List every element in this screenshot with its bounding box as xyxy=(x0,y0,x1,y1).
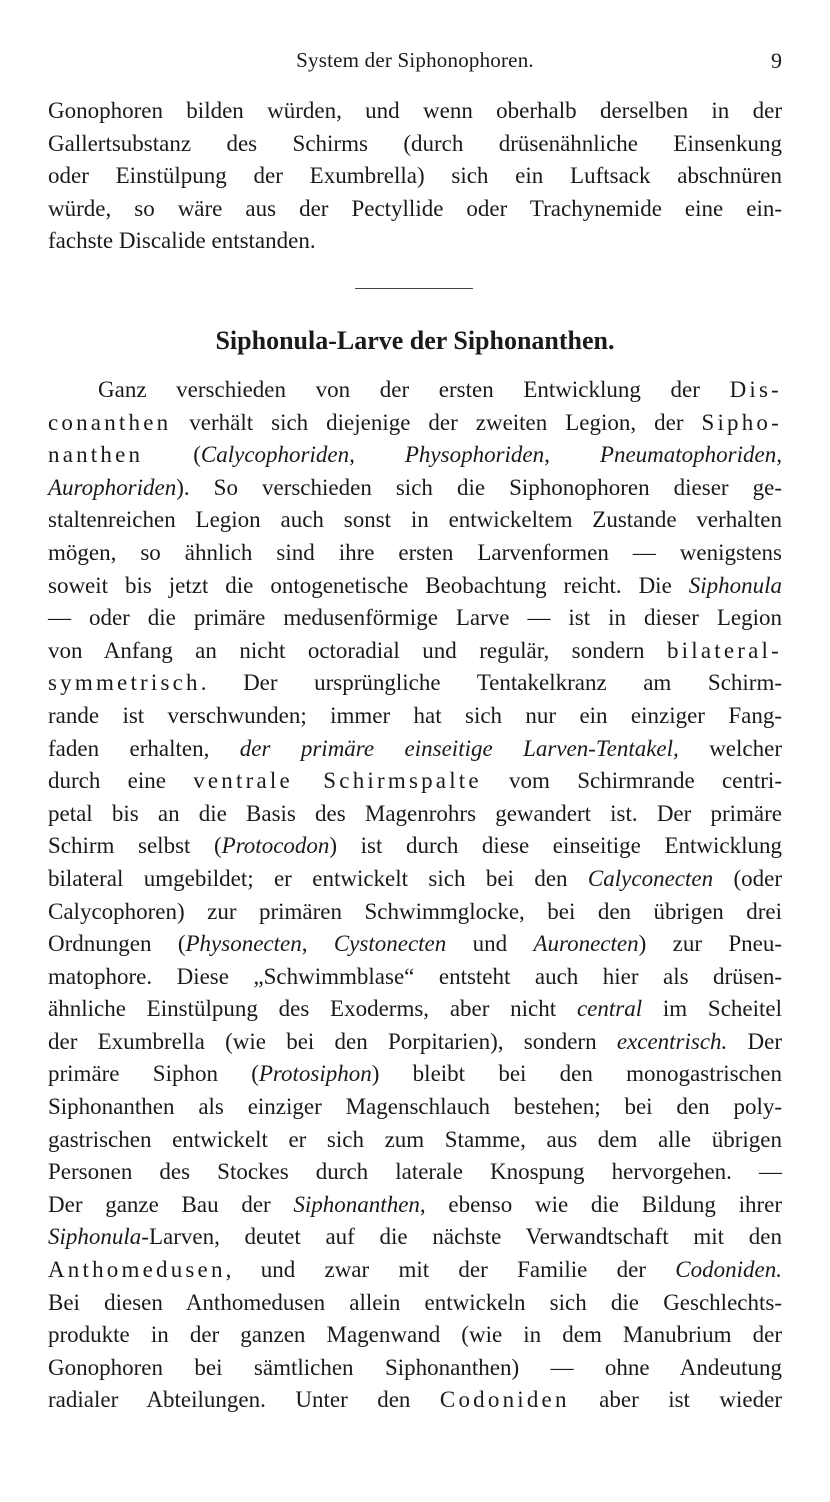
italic-term: Auronecten xyxy=(533,931,639,957)
italic-term: Siphonula xyxy=(48,1224,142,1250)
text-line: matophore. Diese „Schwimmblase“ entsteht auch hier als drüsen- xyxy=(48,963,782,989)
text-line: rande ist verschwunden; immer hat sich nur ein einziger Fang- xyxy=(48,702,782,728)
text-line: Gallertsubstanz des Schirms (durch drüsenähnliche Einsenkung xyxy=(48,130,782,156)
spaced-term: Dis- xyxy=(729,377,782,402)
spaced-term: nanthen xyxy=(48,442,144,468)
text-line: — oder die primäre medusenförmige Larve — ist in dieser Legion xyxy=(48,605,782,631)
spaced-term: Codoniden xyxy=(439,1387,570,1413)
text-line: mögen, so ähnlich sind ihre ersten Larvenformen — wenigstens xyxy=(48,539,782,565)
italic-term: Siphonanthen xyxy=(293,1191,420,1217)
spaced-term: Sipho- xyxy=(701,409,782,435)
spaced-term: conanthen xyxy=(48,409,172,435)
text-line: Bei diesen Anthomedusen allein entwickeln sich die Geschlechts- xyxy=(48,1289,782,1315)
text-line: staltenreichen Legion auch sonst in entwickeltem Zustande verhalten xyxy=(48,507,782,533)
text-line: Aurophoriden). So verschieden sich die Siphonophoren dieser ge- xyxy=(48,474,782,500)
text-line: würde, so wäre aus der Pectyllide oder Trachynemide eine ein- xyxy=(48,195,782,221)
text-line: ähnliche Einstülpung des Exoderms, aber nicht central im Scheitel xyxy=(48,996,783,1022)
italic-term: Calycophoriden, Physophoriden xyxy=(200,442,545,468)
italic-term: Aurophoriden xyxy=(48,474,177,500)
italic-term: Calyconecten xyxy=(587,865,714,891)
text-line: symmetrisch. Der ursprüngliche Tentakelkranz am Schirm- xyxy=(48,670,782,696)
text-line: Personen des Stockes durch laterale Knospung hervorgehen. — xyxy=(48,1159,782,1185)
text-line: radialer Abteilungen. Unter den Codoniden aber ist wieder xyxy=(48,1387,783,1413)
text-line: Der ganze Bau der Siphonanthen, ebenso wie die Bildung ihrer xyxy=(48,1191,782,1217)
text-line: der Exumbrella (wie bei den Porpitarien), sondern excentrisch. Der xyxy=(48,1028,782,1054)
text-line: oder Einstülpung der Exumbrella) sich ein Luftsack abschnüren xyxy=(48,163,782,189)
text-line: fachste Discalide entstanden. xyxy=(48,228,316,254)
text-line: Siphonula-Larven, deutet auf die nächste Verwandtschaft mit den xyxy=(48,1224,782,1250)
text-line: primäre Siphon (Protosiphon) bleibt bei den monogastrischen xyxy=(48,1061,782,1087)
paragraph-siphonula xyxy=(48,374,782,1417)
italic-term: Pneumatophoriden, xyxy=(599,442,782,468)
spaced-term: symmetrisch xyxy=(48,670,201,696)
text-line: nanthen (Calycophoriden, Physophoriden, Pneumatophoriden, xyxy=(48,442,782,468)
italic-term: Protosiphon xyxy=(258,1061,372,1087)
italic-term: Protocodon xyxy=(221,833,330,859)
page-number: 9 xyxy=(771,48,782,73)
italic-term: central xyxy=(576,996,643,1022)
text-line: produkte in der ganzen Magenwand (wie in dem Manubrium der xyxy=(48,1322,782,1348)
italic-term: Siphonula xyxy=(688,572,782,598)
spaced-term: Anthomedusen xyxy=(48,1257,226,1283)
text-line: Schirm selbst (Protocodon) ist durch diese einseitige Entwicklung xyxy=(48,833,782,859)
text-line: bilateral umgebildet; er entwickelt sich bei den Calyconecten (oder xyxy=(48,865,783,891)
italic-term: Codoniden. xyxy=(675,1257,782,1283)
text-line: soweit bis jetzt die ontogenetische Beobachtung reicht. Die Siphonula xyxy=(48,572,782,598)
text-line: von Anfang an nicht octoradial und regulär, sondern bilateral- xyxy=(48,637,782,663)
text-line: Ganz verschieden von der ersten Entwicklung der Dis- xyxy=(98,377,782,402)
text-line: Siphonanthen als einziger Magenschlauch bestehen; bei den poly- xyxy=(48,1094,782,1120)
text-line: Calycophoren) zur primären Schwimmglocke, bei den übrigen drei xyxy=(48,898,782,924)
spaced-term: ventrale Schirmspalte xyxy=(193,768,482,794)
text-line: gastrischen entwickelt er sich zum Stamme, aus dem alle übrigen xyxy=(48,1126,782,1152)
text-line: faden erhalten, der primäre einseitige Larven-Tentakel, welcher xyxy=(48,735,782,761)
text-line: durch eine ventrale Schirmspalte vom Schirmrande centri- xyxy=(48,768,782,794)
paragraph-continuation xyxy=(48,95,782,258)
text-line: Anthomedusen, und zwar mit der Familie der Codoniden. xyxy=(48,1257,782,1283)
text-line: conanthen verhält sich diejenige der zweiten Legion, der Sipho- xyxy=(48,409,782,435)
italic-term: der primäre einseitige Larven-Tentakel, xyxy=(239,735,679,761)
text-line: Gonophoren bei sämtlichen Siphonanthen) — ohne Andeutung xyxy=(48,1354,782,1380)
italic-term: Physonecten xyxy=(185,931,302,957)
running-title: System der Siphonophoren. xyxy=(296,48,534,72)
italic-term: Cystonecten xyxy=(333,931,447,957)
section-divider xyxy=(355,288,473,289)
text-line: Ordnungen (Physonecten, Cystonecten und Auronecten) zur Pneu- xyxy=(48,931,783,957)
page-header xyxy=(48,48,782,78)
spaced-term: bilateral- xyxy=(666,637,782,663)
italic-term: excentrisch. xyxy=(616,1028,728,1054)
section-heading: Siphonula-Larve der Siphonanthen. xyxy=(215,326,615,355)
text-line: Gonophoren bilden würden, und wenn oberhalb derselben in der xyxy=(48,98,782,123)
text-line: petal bis an die Basis des Magenrohrs gewandert ist. Der primäre xyxy=(48,800,782,826)
